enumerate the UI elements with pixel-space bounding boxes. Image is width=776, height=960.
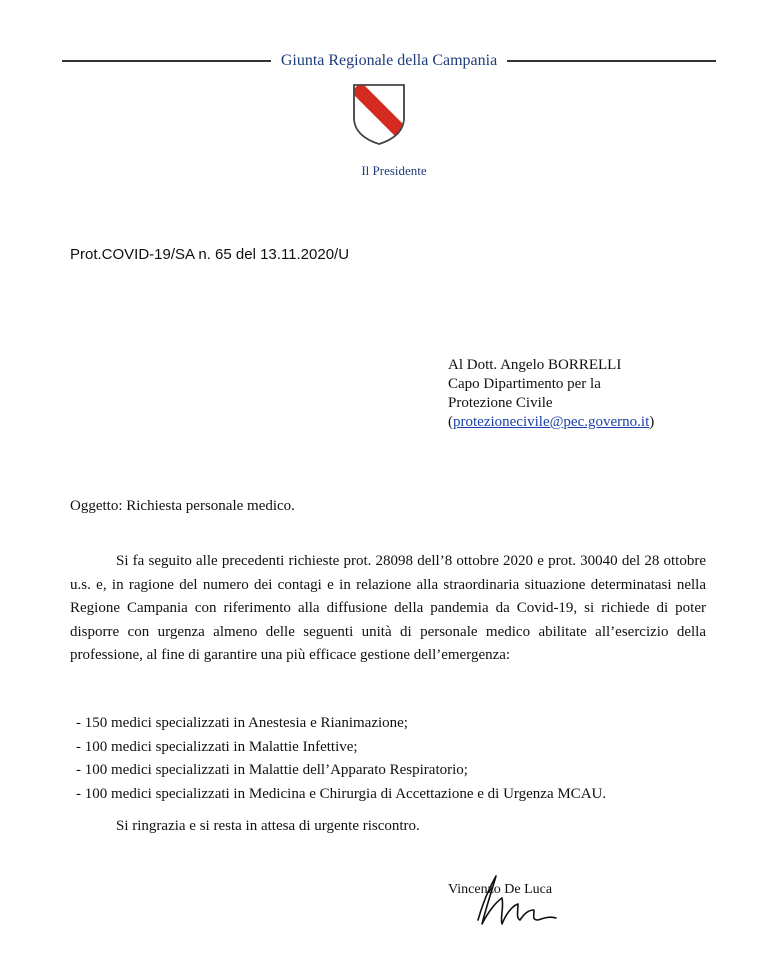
organization-name: Giunta Regionale della Campania bbox=[280, 52, 498, 69]
letterhead-rule-right bbox=[507, 60, 716, 62]
closing-sentence: Si ringrazia e si resta in attesa di urgente riscontro. bbox=[116, 818, 420, 834]
handwritten-signature-icon bbox=[466, 868, 562, 930]
recipient-email-line bbox=[448, 413, 654, 432]
recipient-title: Capo Dipartimento per la bbox=[448, 376, 601, 392]
email-paren-close: ) bbox=[649, 414, 655, 430]
letterhead bbox=[62, 50, 716, 72]
letter-body: Si fa seguito alle precedenti richieste prot. 28098 dell’8 ottobre 2020 e prot. 30040 del 28 ottobre u.s. e, in ragione del numero dei contagi e in relazione alla straordinaria situazione determinatasi nella Regione Campania con riferimento alla diffusione della pandemia da Covid-19, si richiede di poter disporre con urgenza almeno delle seguenti unità di personale medico abilitate all’esercizio della professione, al fine di garantire una più efficace gestione dell’emergenza: bbox=[70, 553, 706, 664]
email-paren-open: ( bbox=[448, 414, 453, 430]
recipient-department: Protezione Civile bbox=[448, 395, 553, 411]
coat-of-arms-icon bbox=[351, 82, 407, 146]
protocol-number: Prot.COVID-19/SA n. 65 del 13.11.2020/U bbox=[70, 246, 350, 263]
request-list bbox=[76, 712, 606, 806]
recipient-name: Al Dott. Angelo BORRELLI bbox=[448, 357, 622, 373]
letter-subject: Oggetto: Richiesta personale medico. bbox=[70, 498, 295, 514]
recipient-block bbox=[448, 356, 654, 432]
recipient-email-link[interactable]: protezionecivile@pec.governo.it bbox=[453, 414, 650, 430]
signatory-name: Vincenzo De Luca bbox=[448, 882, 553, 897]
list-item: - 100 medici specializzati in Malattie dell’Apparato Respiratorio; bbox=[76, 762, 468, 779]
president-title: Il Presidente bbox=[361, 163, 427, 178]
list-item: - 100 medici specializzati in Medicina e Chirurgia di Accettazione e di Urgenza MCAU. bbox=[76, 785, 607, 802]
list-item: - 150 medici specializzati in Anestesia e Rianimazione; bbox=[76, 715, 408, 731]
letterhead-rule-left bbox=[62, 60, 271, 62]
list-item: - 100 medici specializzati in Malattie Infettive; bbox=[76, 738, 358, 755]
